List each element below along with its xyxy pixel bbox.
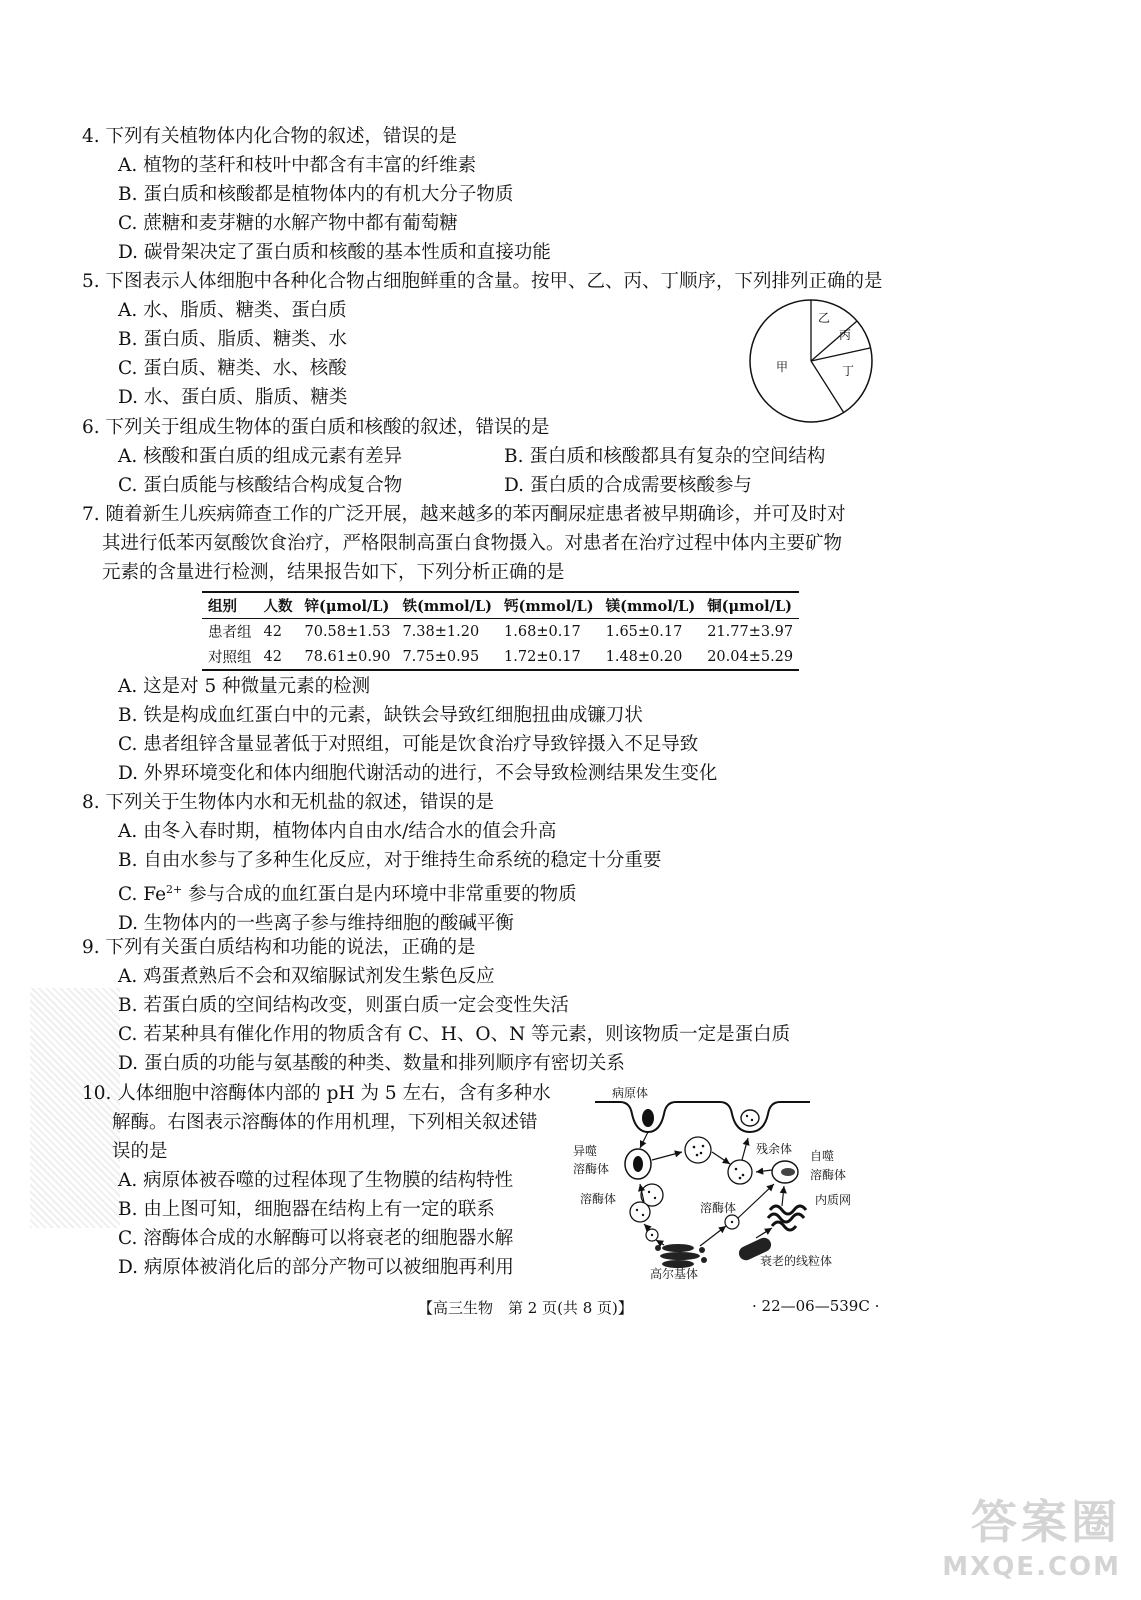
option-a: A. 水、脂质、糖类、蛋白质 (118, 300, 347, 321)
table-row (202, 619, 799, 645)
label-autophagic-1: 自噬 (810, 1149, 835, 1163)
option-c: C. 蛋白质能与核酸结合构成复合物 (118, 475, 403, 496)
pie-divider (811, 361, 844, 413)
arrow (652, 1152, 682, 1160)
question-stem: 9. 下列有关蛋白质结构和功能的说法，正确的是 (82, 937, 476, 958)
option-d: D. 蛋白质的功能与氨基酸的种类、数量和排列顺序有密切关系 (118, 1053, 625, 1074)
label-lysosome-left: 溶酶体 (580, 1192, 617, 1206)
question-stem-line: 10. 人体细胞中溶酶体内部的 pH 为 5 左右，含有多种水 (82, 1083, 551, 1104)
option-b: B. 若蛋白质的空间结构改变，则蛋白质一定会变性失活 (118, 995, 569, 1016)
label-heterophagic-1: 异噬 (573, 1144, 598, 1158)
option-b: B. 铁是构成血红蛋白中的元素，缺铁会导致红细胞扭曲成镰刀状 (118, 705, 643, 726)
question-9 (82, 933, 790, 1078)
pie-label-ding: 丁 (842, 364, 855, 378)
arrow (782, 1186, 784, 1206)
table-cell: 42 (263, 648, 282, 665)
option-c-prefix: C. Fe (118, 884, 167, 906)
question-7-options (82, 672, 717, 788)
question-10 (82, 1079, 551, 1282)
option-row (82, 442, 825, 471)
table-header-cell: 镁(mmol/L) (605, 598, 696, 615)
question-4 (82, 122, 551, 267)
table-header-cell: 人数 (263, 598, 293, 615)
option-row (82, 471, 825, 500)
table-cell: 21.77±3.97 (707, 623, 794, 640)
table-header-cell: 锌(μmol/L) (304, 598, 390, 615)
watermark-line-1: 答案圈 (971, 1495, 1121, 1549)
option-d: D. 蛋白质的合成需要核酸参与 (504, 475, 752, 496)
question-stem-line: 其进行低苯丙氨酸饮食治疗，严格限制高蛋白食物摄入。对患者在治疗过程中体内主要矿物 (102, 533, 843, 554)
option-b: B. 蛋白质、脂质、糖类、水 (118, 329, 347, 350)
pie-label-bing: 丙 (839, 328, 852, 342)
exocytosis-vesicle (741, 1110, 759, 1126)
option-d: D. 生物体内的一些离子参与维持细胞的酸碱平衡 (118, 913, 514, 935)
question-stem: 6. 下列关于组成生物体的蛋白质和核酸的叙述，错误的是 (82, 417, 550, 438)
lysosome-diagram (560, 1080, 880, 1280)
table-cell: 患者组 (208, 625, 252, 641)
arrow (756, 1228, 772, 1238)
option-c (82, 875, 661, 909)
arrow (756, 1170, 772, 1172)
arrow (712, 1152, 730, 1164)
table-cell: 1.72±0.17 (504, 648, 581, 665)
lysosome-left (630, 1202, 650, 1222)
table-cell: 42 (263, 623, 282, 640)
endoplasmic-reticulum (768, 1206, 806, 1230)
option-c: C. 蛋白质、糖类、水、核酸 (118, 358, 347, 379)
ion-charge: 2+ (166, 883, 183, 896)
table-cell: 对照组 (208, 650, 252, 666)
table-header-cell: 铁(mmol/L) (402, 598, 493, 615)
table-header-cell: 钙(mmol/L) (504, 598, 594, 615)
table-header-cell: 铜(μmol/L) (707, 598, 793, 615)
label-heterophagic-2: 溶酶体 (573, 1162, 610, 1176)
table-cell: 20.04±5.29 (707, 648, 794, 665)
vesicle-top (685, 1137, 711, 1163)
question-6 (82, 413, 825, 500)
question-stem: 8. 下列关于生物体内水和无机盐的叙述，错误的是 (82, 792, 495, 813)
question-7 (82, 500, 846, 587)
pie-divider (811, 348, 870, 361)
arrow (738, 1184, 774, 1218)
option-b: B. 蛋白质和核酸都具有复杂的空间结构 (504, 446, 826, 467)
question-stem-line: 误的是 (112, 1141, 168, 1162)
option-a: A. 核酸和蛋白质的组成元素有差异 (118, 446, 403, 467)
arrow (640, 1132, 648, 1148)
watermark-line-2: MXQE.COM (942, 1552, 1121, 1582)
mineral-table (202, 591, 799, 671)
option-c: C. 患者组锌含量显著低于对照组，可能是饮食治疗导致锌摄入不足导致 (118, 734, 699, 755)
table-row (202, 644, 799, 670)
option-b: B. 由上图可知，细胞器在结构上有一定的联系 (118, 1199, 495, 1220)
question-stem: 4. 下列有关植物体内化合物的叙述，错误的是 (82, 126, 458, 147)
question-stem-line: 解酶。右图表示溶酶体的作用机理，下列相关叙述错 (112, 1112, 538, 1133)
option-b: B. 蛋白质和核酸都是植物体内的有机大分子物质 (118, 184, 514, 205)
table-header-cell: 组别 (208, 598, 237, 615)
residual-body (728, 1160, 752, 1184)
option-c: C. 若某种具有催化作用的物质含有 C、H、O、N 等元素，则该物质一定是蛋白质 (118, 1024, 791, 1045)
option-c: C. 蔗糖和麦芽糖的水解产物中都有葡萄糖 (118, 213, 458, 234)
option-b: B. 自由水参与了多种生化反应，对于维持生命系统的稳定十分重要 (118, 850, 662, 871)
table-header-row (202, 592, 799, 619)
table-cell: 1.65±0.17 (605, 623, 683, 640)
arrow (656, 1240, 664, 1245)
label-lysosome-mid: 溶酶体 (700, 1201, 737, 1215)
pie-figure (748, 298, 874, 424)
pie-label-jia: 甲 (776, 360, 789, 374)
page-footer-info: 【高三生物 第 2 页(共 8 页)】 (418, 1299, 633, 1317)
table-cell: 1.48±0.20 (605, 648, 683, 665)
pathogen-cell (642, 1109, 654, 1127)
question-8 (82, 788, 661, 938)
option-d: D. 水、蛋白质、脂质、糖类 (118, 387, 348, 408)
question-stem: 5. 下图表示人体细胞中各种化合物占细胞鲜重的含量。按甲、乙、丙、丁顺序，下列排列正确的是 (82, 271, 883, 292)
label-pathogen: 病原体 (612, 1086, 649, 1100)
option-d: D. 病原体被消化后的部分产物可以被细胞再利用 (118, 1257, 514, 1278)
site-watermark (942, 1486, 1121, 1582)
golgi-apparatus (655, 1244, 707, 1268)
label-residual-body: 残余体 (756, 1142, 793, 1156)
arrow (700, 1226, 726, 1246)
cell-membrane (595, 1102, 810, 1132)
option-a: A. 植物的茎秆和枝叶中都含有丰富的纤维素 (118, 155, 477, 176)
label-aged-mito: 衰老的线粒体 (760, 1254, 833, 1268)
table-cell: 70.58±1.53 (304, 623, 391, 640)
paper-code: · 22—06—539C · (752, 1297, 880, 1315)
table-cell: 1.68±0.17 (504, 623, 581, 640)
option-c: C. 溶酶体合成的水解酶可以将衰老的细胞器水解 (118, 1228, 514, 1249)
table-cell: 7.38±1.20 (402, 623, 480, 640)
arrow (742, 1138, 748, 1160)
option-a: A. 病原体被吞噬的过程体现了生物膜的结构特性 (118, 1170, 514, 1191)
label-er: 内质网 (815, 1193, 852, 1207)
option-d: D. 外界环境变化和体内细胞代谢活动的进行，不会导致检测结果发生变化 (118, 763, 718, 784)
option-a: A. 这是对 5 种微量元素的检测 (118, 676, 371, 697)
table-cell: 7.75±0.95 (402, 648, 480, 665)
option-a: A. 由冬入春时期，植物体内自由水/结合水的值会升高 (118, 821, 557, 842)
question-stem-line: 元素的含量进行检测，结果报告如下，下列分析正确的是 (102, 562, 565, 583)
option-c-text: 参与合成的血红蛋白是内环境中非常重要的物质 (182, 884, 577, 906)
arrow (644, 1224, 650, 1230)
label-golgi: 高尔基体 (650, 1267, 699, 1280)
table-cell: 78.61±0.90 (304, 648, 391, 665)
pie-label-yi: 乙 (818, 311, 831, 325)
question-stem-line: 7. 随着新生儿疾病筛查工作的广泛开展，越来越多的苯丙酮尿症患者被早期确诊，并可及时对 (82, 504, 846, 525)
option-d: D. 碳骨架决定了蛋白质和核酸的基本性质和直接功能 (118, 242, 551, 263)
option-a: A. 鸡蛋煮熟后不会和双缩脲试剂发生紫色反应 (118, 966, 495, 987)
label-autophagic-2: 溶酶体 (810, 1168, 847, 1182)
